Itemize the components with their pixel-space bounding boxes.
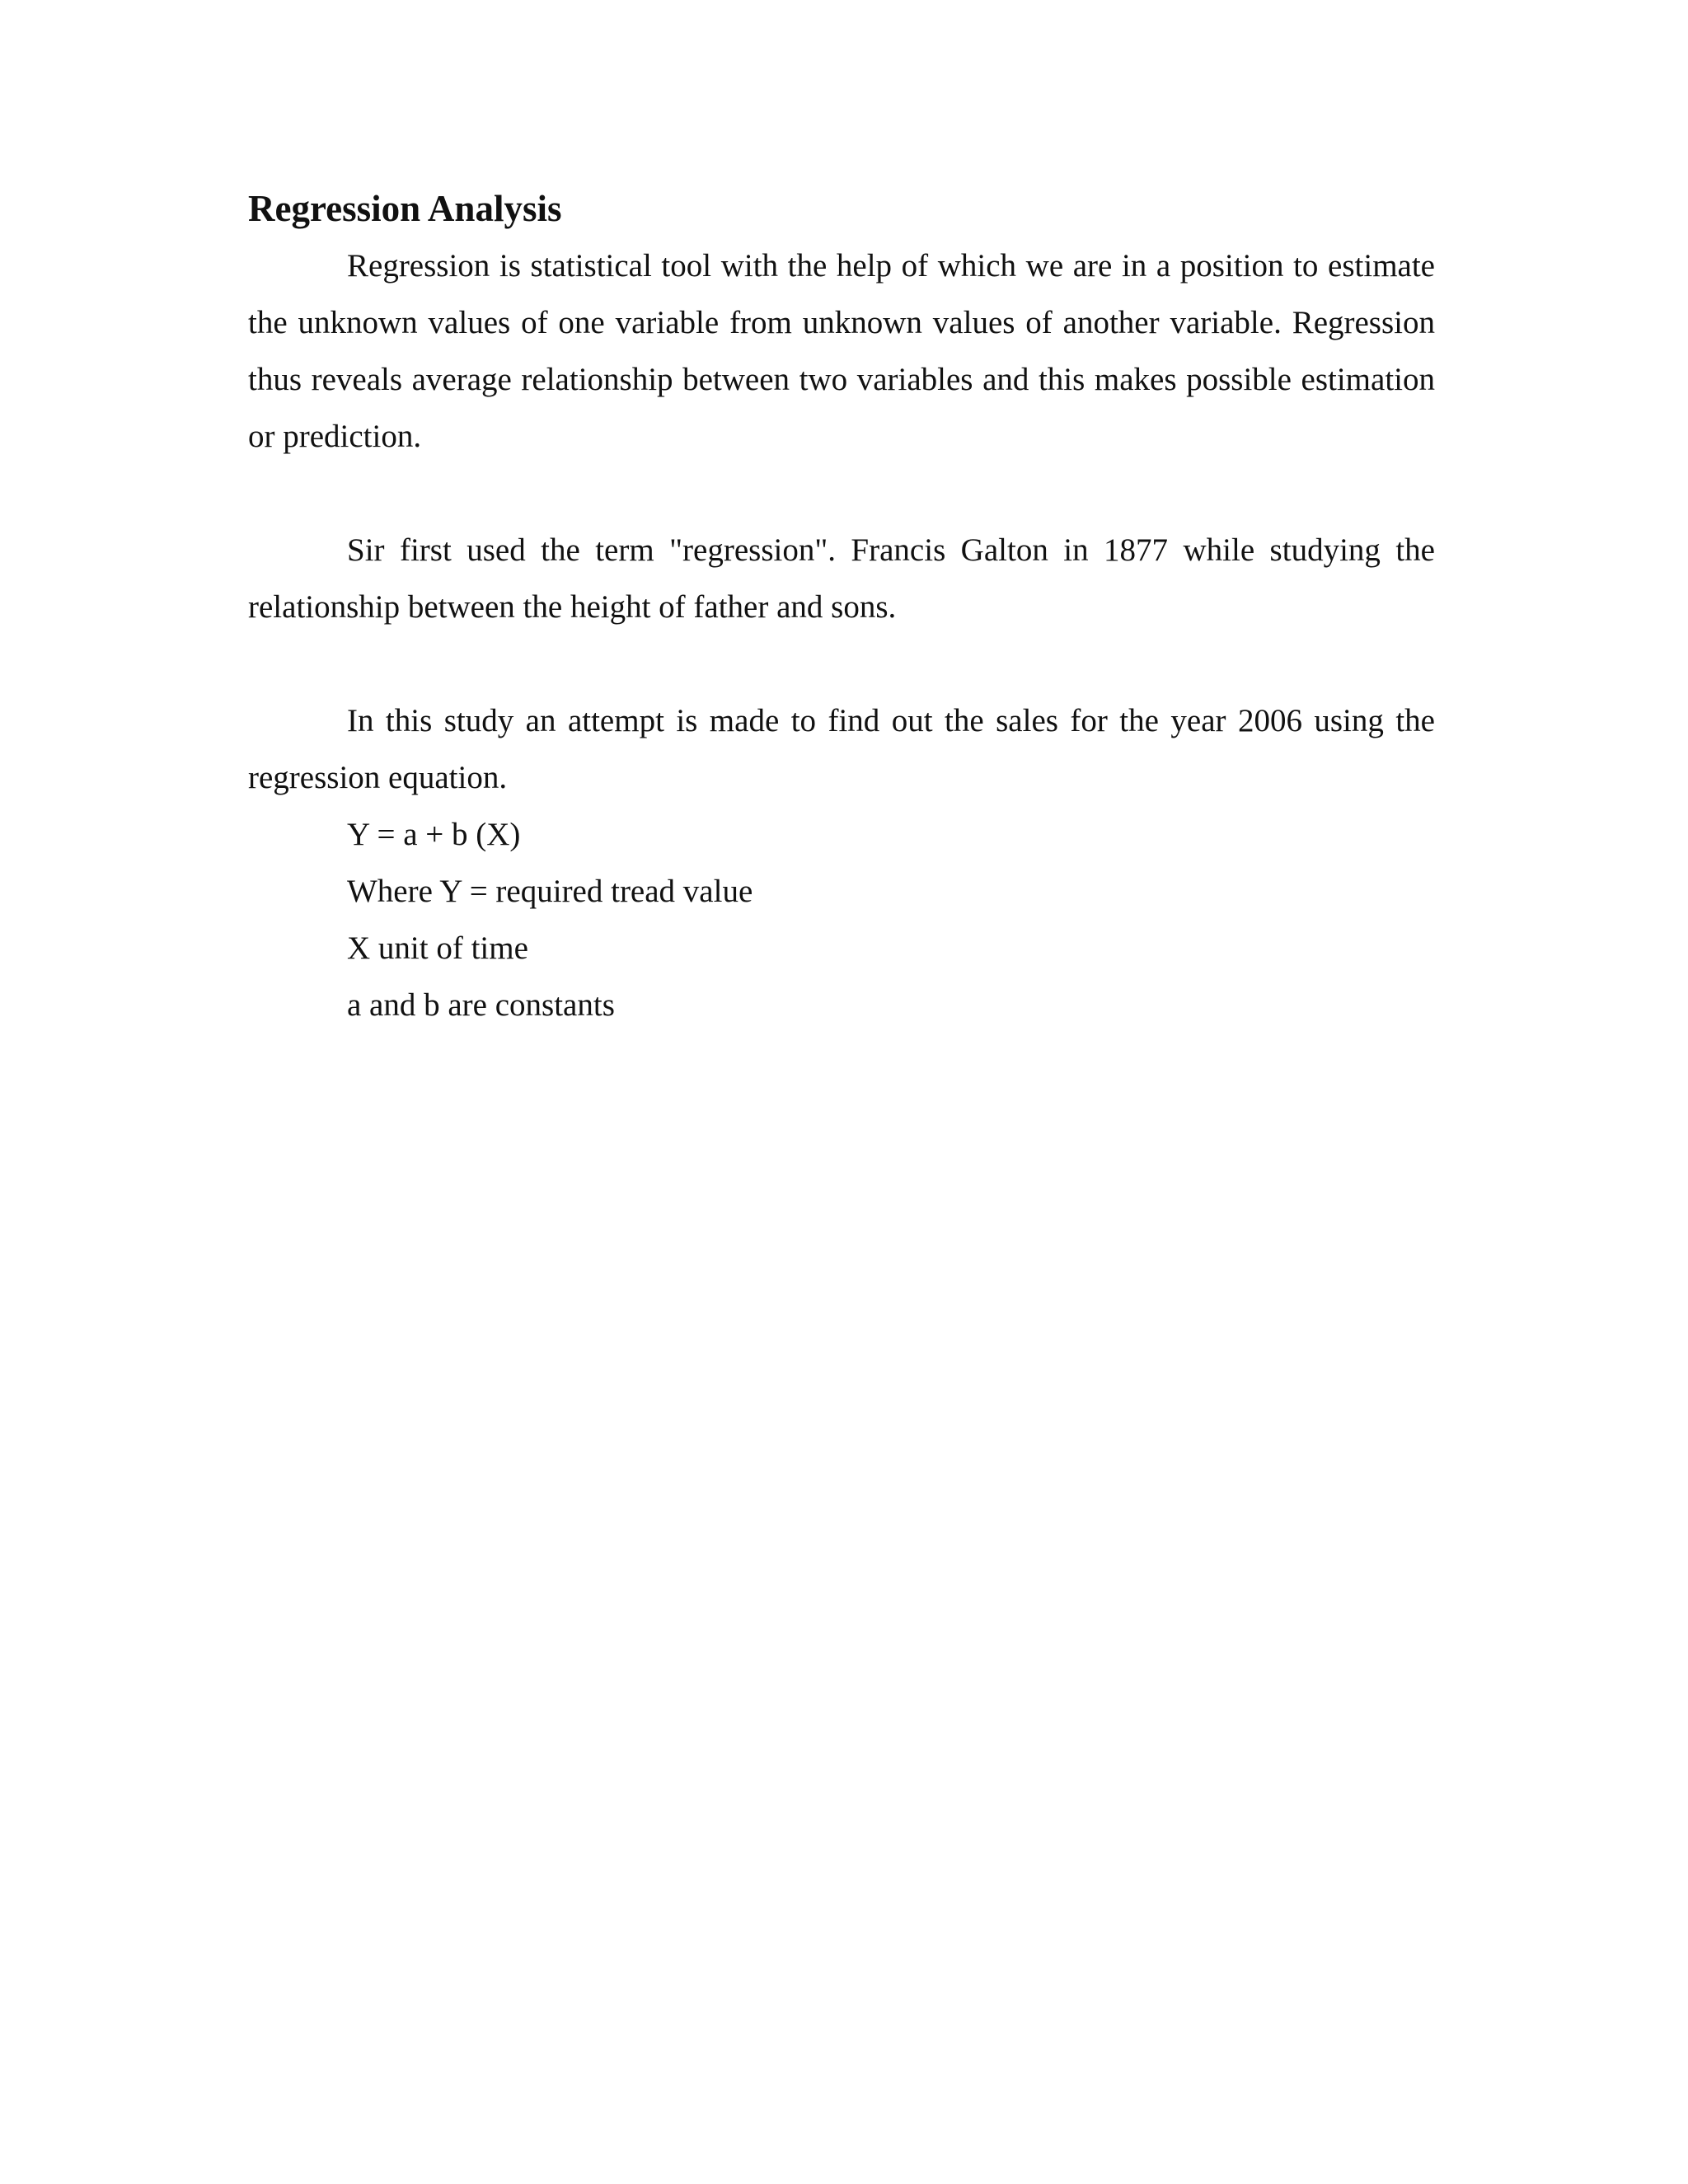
paragraph-definition: Regression is statistical tool with the help of which we are in a position to estimate the unknown values of one variable from unknown values of another variable. Regression thus reveals average relationship between two variables and this makes possible estimation or prediction. [248,248,1435,454]
paragraph-spacer [248,635,1435,692]
section-heading: Regression Analysis [248,188,562,229]
equation-definition-y: Where Y = required tread value [347,874,753,909]
equation-definition-constants: a and b are constants [347,987,615,1023]
regression-equation: Y = a + b (X) [347,817,521,852]
paragraph-study: In this study an attempt is made to find out the sales for the year 2006 using the regression equation. [248,703,1435,795]
equation-definition-x: X unit of time [347,930,528,966]
page-content [248,183,1435,1033]
paragraph-spacer [248,465,1435,522]
paragraph-history: Sir first used the term "regression". Francis Galton in 1877 while studying the relationship between the height of father and sons. [248,532,1435,625]
